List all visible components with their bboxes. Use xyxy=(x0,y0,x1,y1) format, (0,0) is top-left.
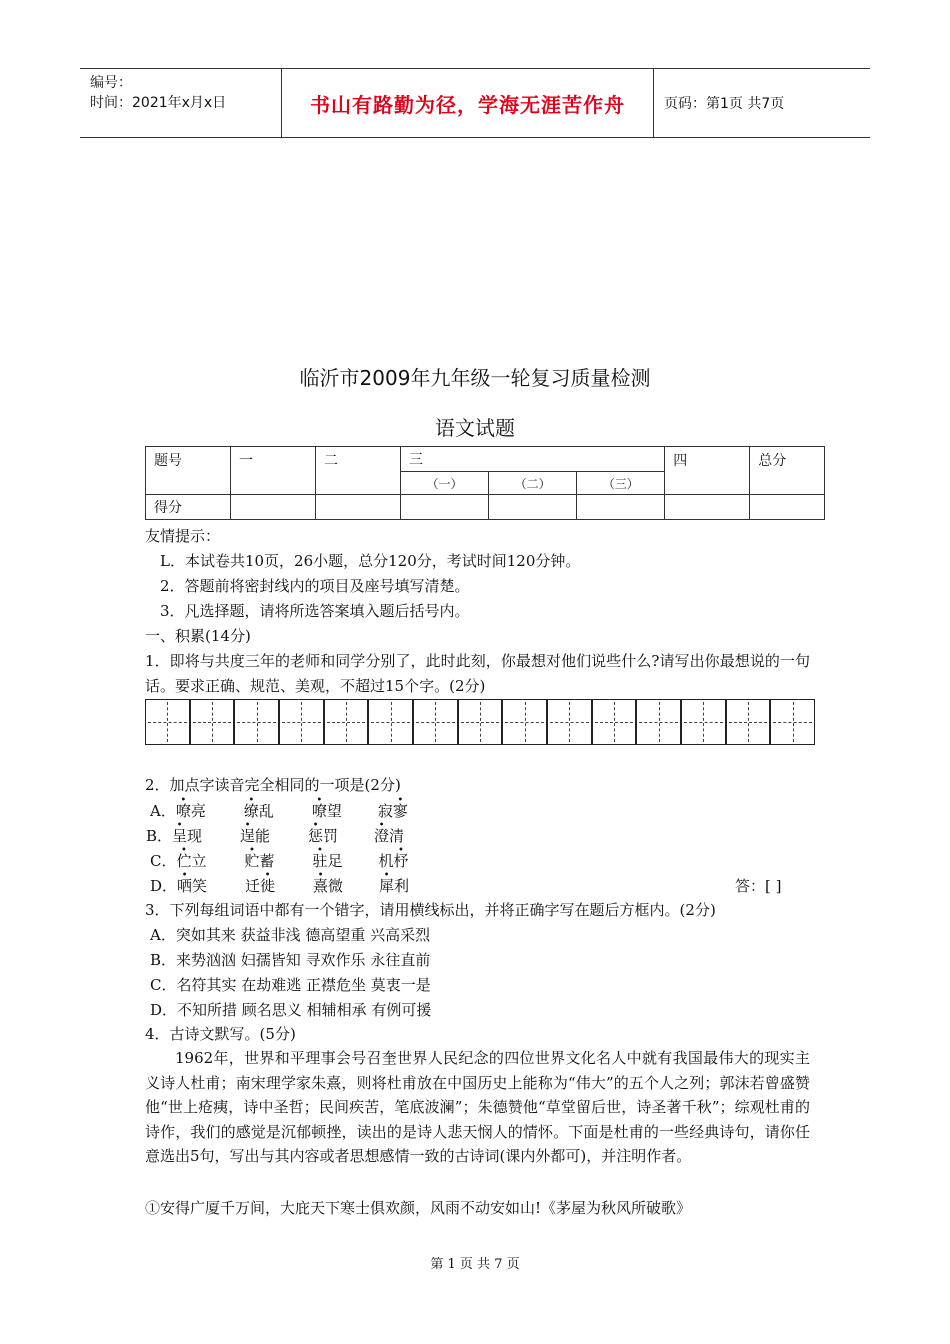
grid-cell[interactable] xyxy=(459,700,504,744)
option-word: 嘹望 xyxy=(311,802,342,820)
code-label: 编号： xyxy=(90,75,132,91)
header-meta xyxy=(80,69,282,137)
tips-heading: 友情提示： xyxy=(145,527,221,545)
dotted-char: 哂 xyxy=(177,877,193,895)
option-word: 呈现 xyxy=(172,827,203,845)
sub-header-cell: （二） xyxy=(489,472,577,495)
q2-answer-bracket[interactable]: 答：[ ] xyxy=(735,877,782,895)
header-cell: 三 xyxy=(401,447,665,472)
question-4-passage: 1962年，世界和平理事会号召奎世界人民纪念的四位世界文化名人中就有我国最伟大的现实主义诗人杜甫；南宋理学家朱熹，则将杜甫放在中国历史上能称为“伟大”的五个人之列；郭沫若曾盛赞他“世上疮痍，诗中圣哲；民间疾苦，笔底波澜”；朱德赞他“草堂留后世，诗圣著千秋”；综观杜甫的诗作，我们的感觉是沉郁顿挫，读出的是诗人悲天悯人的情怀。下面是杜甫的一些经典诗句，请你任意选出5句，写出与其内容或者思想感情一致的古诗词(课内外都可)，并注明作者。 xyxy=(145,1049,810,1166)
grid-cell[interactable] xyxy=(637,700,682,744)
option-word: 机杼 xyxy=(378,852,409,870)
score-input-cell[interactable] xyxy=(489,495,577,520)
option-word: 寂寥 xyxy=(377,802,408,820)
time-label: 时间：2021年x月x日 xyxy=(90,95,227,111)
q2-option-d[interactable] xyxy=(150,874,409,898)
option-word: 哂笑 xyxy=(177,877,208,895)
option-word: 迁徙 xyxy=(245,877,276,895)
grid-cell[interactable] xyxy=(727,700,772,744)
tip-item: 3．凡选择题，请将所选答案填入题后括号内。 xyxy=(160,602,470,620)
q3-option-a[interactable]: A．突如其来 获益非浅 德高望重 兴高采烈 xyxy=(150,926,431,944)
header-cell: 四 xyxy=(665,447,750,495)
dotted-char: 缭 xyxy=(243,802,259,820)
grid-cell[interactable] xyxy=(235,700,280,744)
tip-item: 2．答题前将密封线内的项目及座号填写清楚。 xyxy=(160,577,470,595)
score-row-label: 得分 xyxy=(146,495,231,520)
grid-cell[interactable] xyxy=(548,700,593,744)
score-input-cell[interactable] xyxy=(577,495,665,520)
dotted-char: 嘹 xyxy=(175,802,191,820)
dotted-char: 惩 xyxy=(308,827,324,845)
poem-item-1: ①安得广厦千万间，大庇天下寒士俱欢颜，风雨不动安如山!《茅屋为秋风所破歌》 xyxy=(145,1199,692,1217)
sub-header-cell: （三） xyxy=(577,472,665,495)
option-letter: A． xyxy=(150,802,176,820)
option-word: 缭乱 xyxy=(243,802,274,820)
option-word: 熹微 xyxy=(313,877,344,895)
dotted-char: 伫 xyxy=(176,852,192,870)
dotted-char: 逞 xyxy=(240,827,256,845)
question-4-stem: 4．古诗文默写。(5分) xyxy=(145,1025,296,1043)
score-input-cell[interactable] xyxy=(401,495,489,520)
question-3-stem: 3．下列每组词语中都有一个错字，请用横线标出，并将正确字写在题后方框内。(2分) xyxy=(145,901,716,919)
option-word: 犀利 xyxy=(379,877,410,895)
q2-option-c[interactable] xyxy=(150,849,409,873)
dotted-char: 犀 xyxy=(379,877,395,895)
q3-option-b[interactable]: B．来势汹汹 妇孺皆知 寻欢作乐 永往直前 xyxy=(150,951,431,969)
exam-subtitle: 语文试题 xyxy=(435,416,515,440)
score-input-cell[interactable] xyxy=(231,495,316,520)
dotted-char: 徙 xyxy=(260,877,276,895)
dotted-char: 杼 xyxy=(393,852,409,870)
q3-option-c[interactable]: C．名符其实 在劫难逃 正襟危坐 莫衷一是 xyxy=(150,976,431,994)
writing-grid[interactable] xyxy=(145,699,815,745)
dotted-char: 驻 xyxy=(312,852,328,870)
header-motto xyxy=(282,69,654,137)
grid-cell[interactable] xyxy=(503,700,548,744)
header-cell: 一 xyxy=(231,447,316,495)
grid-cell[interactable] xyxy=(146,700,191,744)
page-footer: 第 1 页 共 7 页 xyxy=(430,1257,520,1272)
header-cell: 题号 xyxy=(146,447,231,495)
option-word: 驻足 xyxy=(312,852,343,870)
grid-cell[interactable] xyxy=(682,700,727,744)
exam-title: 临沂市2009年九年级一轮复习质量检测 xyxy=(299,366,651,390)
header-cell: 总分 xyxy=(750,447,825,495)
grid-cell[interactable] xyxy=(771,700,814,744)
option-word: 伫立 xyxy=(176,852,207,870)
dotted-char: 澄 xyxy=(374,827,390,845)
option-word: 嘹亮 xyxy=(175,802,206,820)
option-word: 贮蓄 xyxy=(244,852,275,870)
tip-item: L．本试卷共10页，26小题，总分120分，考试时间120分钟。 xyxy=(160,552,581,570)
header-cell: 二 xyxy=(316,447,401,495)
sub-header-cell: （一） xyxy=(401,472,489,495)
page-label: 页码：第1页 共7页 xyxy=(664,96,785,112)
q2-option-a[interactable] xyxy=(150,799,408,823)
grid-cell[interactable] xyxy=(414,700,459,744)
option-word: 澄清 xyxy=(374,827,405,845)
grid-cell[interactable] xyxy=(369,700,414,744)
option-word: 惩罚 xyxy=(308,827,339,845)
option-letter: B． xyxy=(146,827,173,845)
dotted-char: 熹 xyxy=(313,877,329,895)
grid-cell[interactable] xyxy=(280,700,325,744)
score-input-cell[interactable] xyxy=(665,495,750,520)
score-table xyxy=(145,446,825,520)
score-input-cell[interactable] xyxy=(750,495,825,520)
option-letter: D． xyxy=(150,877,178,895)
dotted-char: 嘹 xyxy=(311,802,327,820)
question-1: 1．即将与共度三年的老师和同学分别了，此时此刻，你最想对他们说些什么?请写出你最想说的一句话。要求正确、规范、美观，不超过15个字。(2分) xyxy=(145,652,810,695)
q3-option-d[interactable]: D．不知所措 顾名思义 相辅相承 有例可援 xyxy=(150,1001,432,1019)
option-word: 逞能 xyxy=(240,827,271,845)
page-header xyxy=(80,68,870,138)
dotted-char: 寥 xyxy=(392,802,408,820)
grid-cell[interactable] xyxy=(325,700,370,744)
grid-cell[interactable] xyxy=(191,700,236,744)
score-input-cell[interactable] xyxy=(316,495,401,520)
question-2-stem: 2．加点字读音完全相同的一项是(2分) xyxy=(145,776,401,794)
dotted-char: 呈 xyxy=(172,827,188,845)
dotted-char: 贮 xyxy=(244,852,260,870)
motto-text: 书山有路勤为径，学海无涯苦作舟 xyxy=(310,92,625,117)
option-letter: C． xyxy=(150,852,177,870)
grid-cell[interactable] xyxy=(593,700,638,744)
section-heading: 一、积累(14分) xyxy=(145,627,251,645)
